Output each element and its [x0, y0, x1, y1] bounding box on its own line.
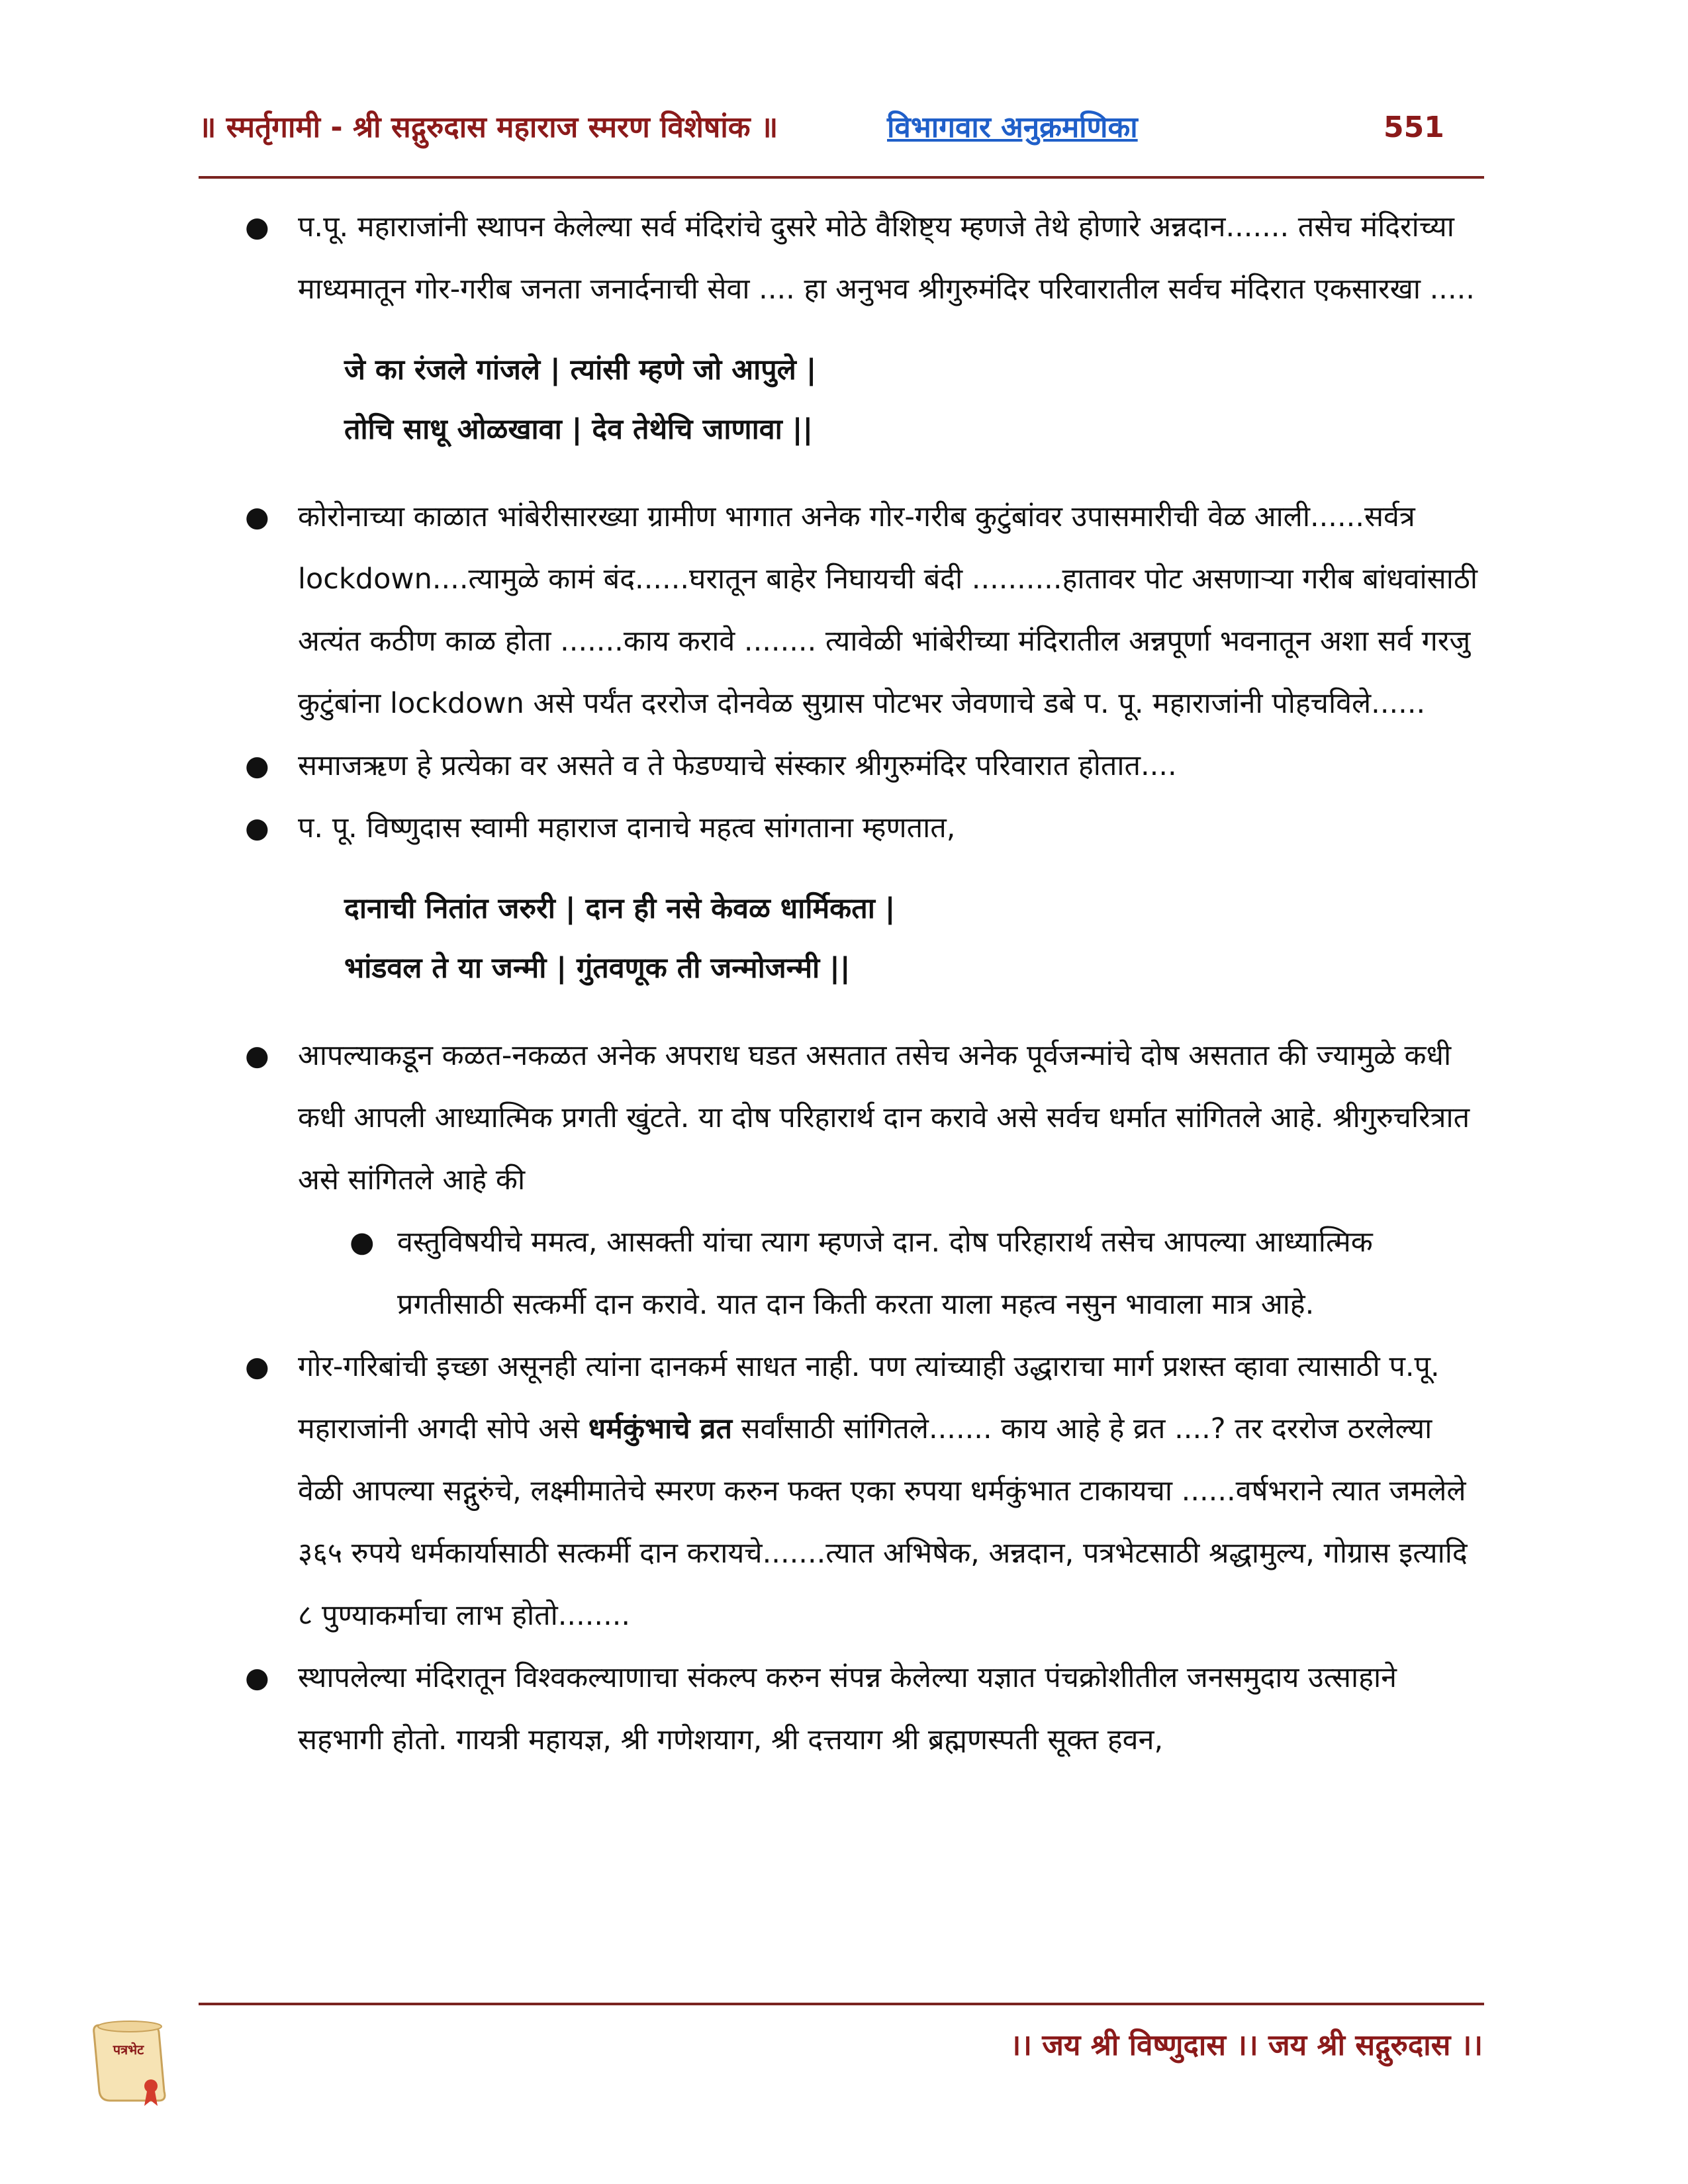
bullet-icon: ●	[245, 1039, 269, 1071]
bullet-list	[199, 486, 1483, 859]
bullet-icon: ●	[245, 210, 269, 243]
list-item	[199, 1336, 1483, 1647]
bullet-icon: ●	[245, 1350, 269, 1383]
bullet-list	[199, 196, 1483, 320]
verse-line: जे का रंजले गांजले | त्यांसी म्हणे जो आपुले |	[344, 353, 817, 387]
list-item	[199, 1211, 1483, 1336]
bullet-icon: ●	[245, 811, 269, 844]
bullet-text-part: सर्वांसाठी सांगितले....... काय आहे हे व्रत ....? तर दररोज ठरलेल्या वेळी आपल्या सद्गुरुंचे, लक्ष्मीमातेचे स्मरण करुन फक्त एका रुपया धर्मकुंभात टाकायचा ......वर्षभराने त्यात जमलेले ३६५ रुपये धर्मकार्यासाठी सत्कर्मी दान करायचे.......त्यात अभिषेक, अन्नदान, पत्रभेटसाठी श्रद्धामुल्य, गोग्रास इत्यादि ८ पुण्याकर्माचा लाभ होतो........	[298, 1412, 1468, 1632]
index-link[interactable]: विभागवार अनुक्रमणिका	[887, 111, 1138, 144]
verse-block	[344, 879, 1483, 998]
bullet-text: आपल्याकडून कळत-नकळत अनेक अपराध घडत असतात तसेच अनेक पूर्वजन्मांचे दोष असतात की ज्यामुळे कधी कधी आपली आध्यात्मिक प्रगती खुंटते. या दोष परिहारार्थ दान करावे असे सर्वच धर्मात सांगितले आहे. श्रीगुरुचरित्रात असे सांगितले आहे की	[298, 1039, 1470, 1197]
bullet-text: प. पू. विष्णुदास स्वामी महाराज दानाचे महत्व सांगताना म्हणतात,	[298, 811, 956, 844]
list-item	[199, 486, 1483, 735]
verse-block	[344, 340, 1483, 459]
page-number: 551	[1383, 111, 1444, 144]
bullet-icon: ●	[245, 500, 269, 533]
bullet-list	[199, 1024, 1483, 1211]
bullet-icon: ●	[245, 749, 269, 782]
page-content	[199, 196, 1483, 1771]
bullet-icon: ●	[350, 1226, 375, 1259]
bullet-text: प.पू. महाराजांनी स्थापन केलेल्या सर्व मंदिरांचे दुसरे मोठे वैशिष्ट्य म्हणजे तेथे होणारे अन्नदान....... तसेच मंदिरांच्या माध्यमातून गोर-गरीब जनता जनार्दनाची सेवा .... हा अनुभव श्रीगुरुमंदिर परिवारातील सर्वच मंदिरात एकसारखा .....	[298, 210, 1475, 306]
bullet-text: स्थापलेल्या मंदिरातून विश्वकल्याणाचा संकल्प करुन संपन्न केलेल्या यज्ञात पंचक्रोशीतील जनसमुदाय उत्साहाने सहभागी होतो. गायत्री महायज्ञ, श्री गणेशयाग, श्री दत्तयाग श्री ब्रह्मणस्पती सूक्त हवन,	[298, 1661, 1397, 1756]
header-divider	[199, 176, 1484, 179]
footer-divider	[199, 2003, 1484, 2005]
header-title: ॥ स्मर्तृगामी - श्री सद्गुरुदास महाराज स्मरण विशेषांक ॥	[199, 111, 778, 144]
bullet-text: समाजऋण हे प्रत्येका वर असते व ते फेडण्याचे संस्कार श्रीगुरुमंदिर परिवारात होतात....	[298, 749, 1177, 782]
verse-line: भांडवल ते या जन्मी | गुंतवणूक ती जन्मोजन्मी ||	[344, 952, 851, 985]
bullet-icon: ●	[245, 1661, 269, 1694]
bullet-text-part: गोर-गरिबांची इच्छा असूनही त्यांना दानकर्म साधत नाही. पण त्यांच्याही उद्धाराचा मार्ग प्रशस्त व्हावा त्यासाठी प.पू. महाराजांनी अगदी सोपे असे	[298, 1350, 1440, 1445]
list-item	[199, 196, 1483, 320]
list-item	[199, 1647, 1483, 1771]
page-header	[199, 98, 1483, 158]
verse-line: दानाची नितांत जरुरी | दान ही नसे केवळ धार्मिकता |	[344, 892, 896, 925]
bullet-text: कोरोनाच्या काळात भांबेरीसारख्या ग्रामीण भागात अनेक गोर-गरीब कुटुंबांवर उपासमारीची वेळ आली......सर्वत्र lockdown....त्यामुळे कामं बंद......घरातून बाहेर निघायची बंदी ..........हातावर पोट असणाऱ्या गरीब बांधवांसाठी अत्यंत कठीण काळ होता .......काय करावे ........ त्यावेळी भांबेरीच्या मंदिरातील अन्नपूर्णा भवनातून अशा सर्व गरजु कुटुंबांना lockdown असे पर्यंत दररोज दोनवेळ सुग्रास पोटभर जेवणाचे डबे प. पू. महाराजांनी पोहचविले......	[298, 500, 1478, 720]
list-item	[199, 797, 1483, 859]
logo-text: पत्रभेट	[113, 2042, 144, 2058]
sub-bullet-list	[199, 1211, 1483, 1336]
sub-bullet-text: वस्तुविषयीचे ममत्व, आसक्ती यांचा त्याग म्हणजे दान. दोष परिहारार्थ तसेच आपल्या आध्यात्मिक प्रगतीसाठी सत्कर्मी दान करावे. यात दान किती करता याला महत्व नसुन भावाला मात्र आहे.	[397, 1226, 1373, 1321]
list-item	[199, 735, 1483, 797]
patrabhet-logo-icon	[86, 2012, 172, 2111]
bullet-list	[199, 1336, 1483, 1771]
list-item	[199, 1024, 1483, 1211]
dharma-kumbh-term: धर्मकुंभाचे व्रत	[588, 1412, 732, 1445]
footer-text: ।। जय श्री विष्णुदास ।। जय श्री सद्गुरुदास ।।	[1009, 2028, 1483, 2062]
verse-line: तोचि साधू ओळखावा | देव तेथेचि जाणावा ||	[344, 413, 814, 446]
